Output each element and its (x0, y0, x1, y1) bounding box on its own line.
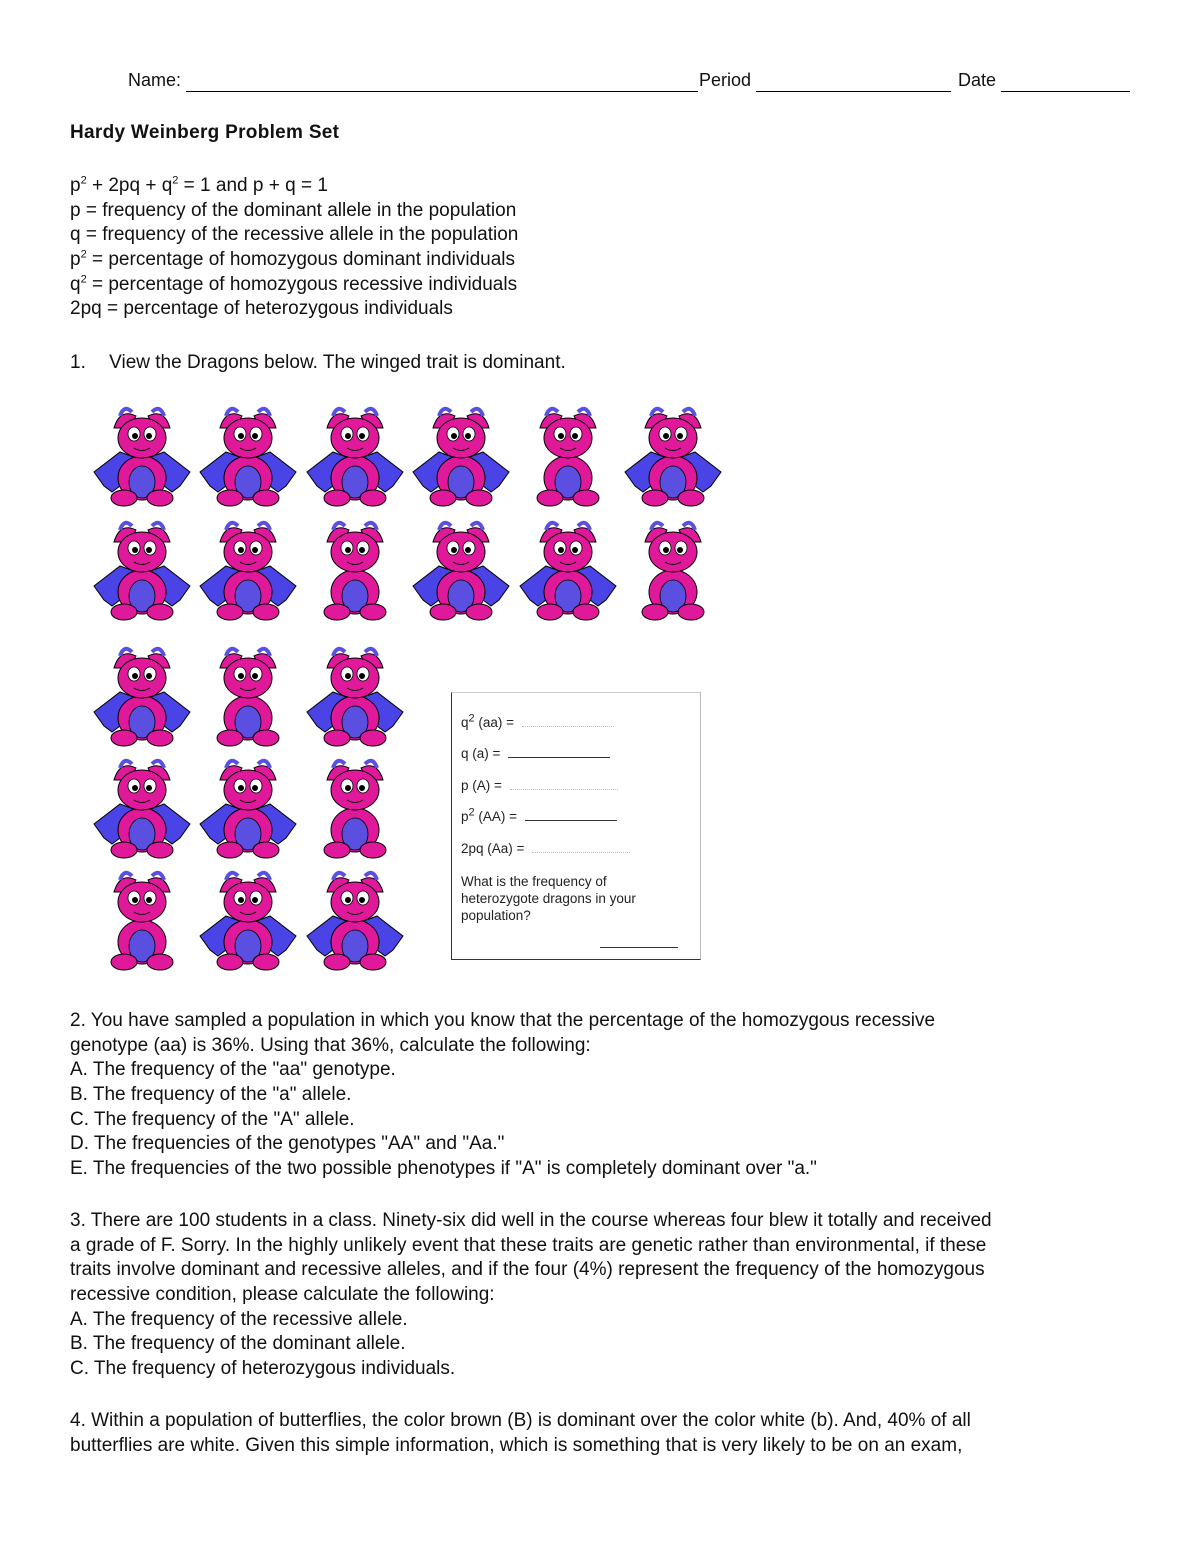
question4-text-line: 4. Within a population of butterflies, the color brown (B) is dominant over the color white (b). And, 40% of all (70, 1410, 971, 1431)
question2-text-line: 2. You have sampled a population in which you know that the percentage of the homozygous recessive (70, 1010, 936, 1031)
period-field[interactable] (756, 91, 951, 92)
question3-part-a: A. The frequency of the recessive allele. (70, 1308, 408, 1330)
winged-dragon-icon (303, 870, 407, 972)
2pq-definition: 2pq = percentage of heterozygous individuals (70, 298, 453, 320)
name-label: Name: (128, 70, 182, 90)
name-field[interactable] (186, 91, 698, 92)
question3-text-line: traits involve dominant and recessive alleles, and if the four (4%) represent the frequency of the homozygous (70, 1259, 985, 1281)
winged-dragon-icon (90, 646, 194, 748)
p2-definition: $p^2$ = percentage of homozygous dominant individuals (70, 248, 516, 271)
question3-text-line: a grade of F. Sorry. In the highly unlikely event that these traits are genetic rather than environmental, if these (70, 1234, 987, 1256)
question1-text: View the Dragons below. The winged trait is dominant. (109, 352, 566, 373)
2pq-answer-field[interactable] (532, 852, 630, 853)
q-definition: q = frequency of the recessive allele in the population (70, 224, 519, 246)
question2-part-c: C. The frequency of the "A" allele. (70, 1108, 355, 1130)
question3-part-c: C. The frequency of heterozygous individuals. (70, 1358, 456, 1380)
q-answer-field[interactable] (508, 757, 610, 758)
winged-dragon-icon (516, 520, 620, 622)
p-definition: p = frequency of the dominant allele in the population (70, 199, 517, 221)
winged-dragon-icon (90, 758, 194, 860)
heterozygote-question: What is the frequency of heterozygote dragons in your population? (461, 874, 636, 923)
question3-text-line: recessive condition, please calculate the following: (70, 1284, 495, 1306)
q-answer-row: q (a) = (461, 746, 610, 761)
question3-part-b: B. The frequency of the dominant allele. (70, 1333, 406, 1355)
winged-dragon-icon (90, 406, 194, 508)
winged-dragon-icon (303, 646, 407, 748)
question2-text-line: genotype (aa) is 36%. Using that 36%, calculate the following: (70, 1034, 591, 1056)
wingless-dragon-icon (303, 520, 407, 622)
winged-dragon-icon (196, 520, 300, 622)
wingless-dragon-icon (621, 520, 725, 622)
winged-dragon-icon (90, 520, 194, 622)
question2 (70, 1009, 935, 1182)
p-answer-row: p (A) = (461, 778, 618, 793)
winged-dragon-icon (196, 870, 300, 972)
question4 (70, 1409, 971, 1458)
question1-number: 1. (70, 352, 86, 373)
wingless-dragon-icon (196, 646, 300, 748)
q2-answer-field[interactable] (522, 726, 614, 727)
winged-dragon-icon (303, 406, 407, 508)
wingless-dragon-icon (303, 758, 407, 860)
winged-dragon-icon (196, 758, 300, 860)
question2-part-a: A. The frequency of the "aa" genotype. (70, 1059, 396, 1081)
page-title: Hardy Weinberg Problem Set (70, 122, 340, 143)
question2-part-b: B. The frequency of the "a" allele. (70, 1084, 352, 1106)
question2-part-e: E. The frequencies of the two possible phenotypes if "A" is completely dominant over "a." (70, 1158, 817, 1180)
question4-text-line: butterflies are white. Given this simple information, which is something that is very likely to be on an exam, (70, 1434, 963, 1456)
question1 (70, 351, 566, 376)
winged-dragon-icon (409, 406, 513, 508)
winged-dragon-icon (196, 406, 300, 508)
winged-dragon-icon (409, 520, 513, 622)
heterozygote-answer-field[interactable] (600, 947, 678, 948)
equation-line: $p^2 + 2pq + q^2 = 1$ and p + q = 1 (70, 174, 328, 196)
p-answer-field[interactable] (510, 789, 618, 790)
answer-box (451, 692, 701, 960)
2pq-answer-row: 2pq (Aa) = (461, 841, 630, 856)
q2-answer-row: $q^2$ (aa) = (461, 715, 614, 730)
question3-text-line: 3. There are 100 students in a class. Ninety-six did well in the course whereas four blew it totally and received (70, 1210, 992, 1231)
date-label: Date (958, 70, 997, 90)
question3 (70, 1209, 992, 1382)
date-field[interactable] (1001, 91, 1130, 92)
question2-part-d: D. The frequencies of the genotypes "AA" and "Aa." (70, 1133, 505, 1155)
winged-dragon-icon (621, 406, 725, 508)
wingless-dragon-icon (516, 406, 620, 508)
period-label: Period (699, 70, 752, 90)
wingless-dragon-icon (90, 870, 194, 972)
formula-block (70, 174, 518, 322)
p2-answer-row: $p^2$ (AA) = (461, 809, 617, 824)
p2-answer-field[interactable] (525, 820, 617, 821)
q2-definition: $q^2$ = percentage of homozygous recessive individuals (70, 273, 518, 295)
